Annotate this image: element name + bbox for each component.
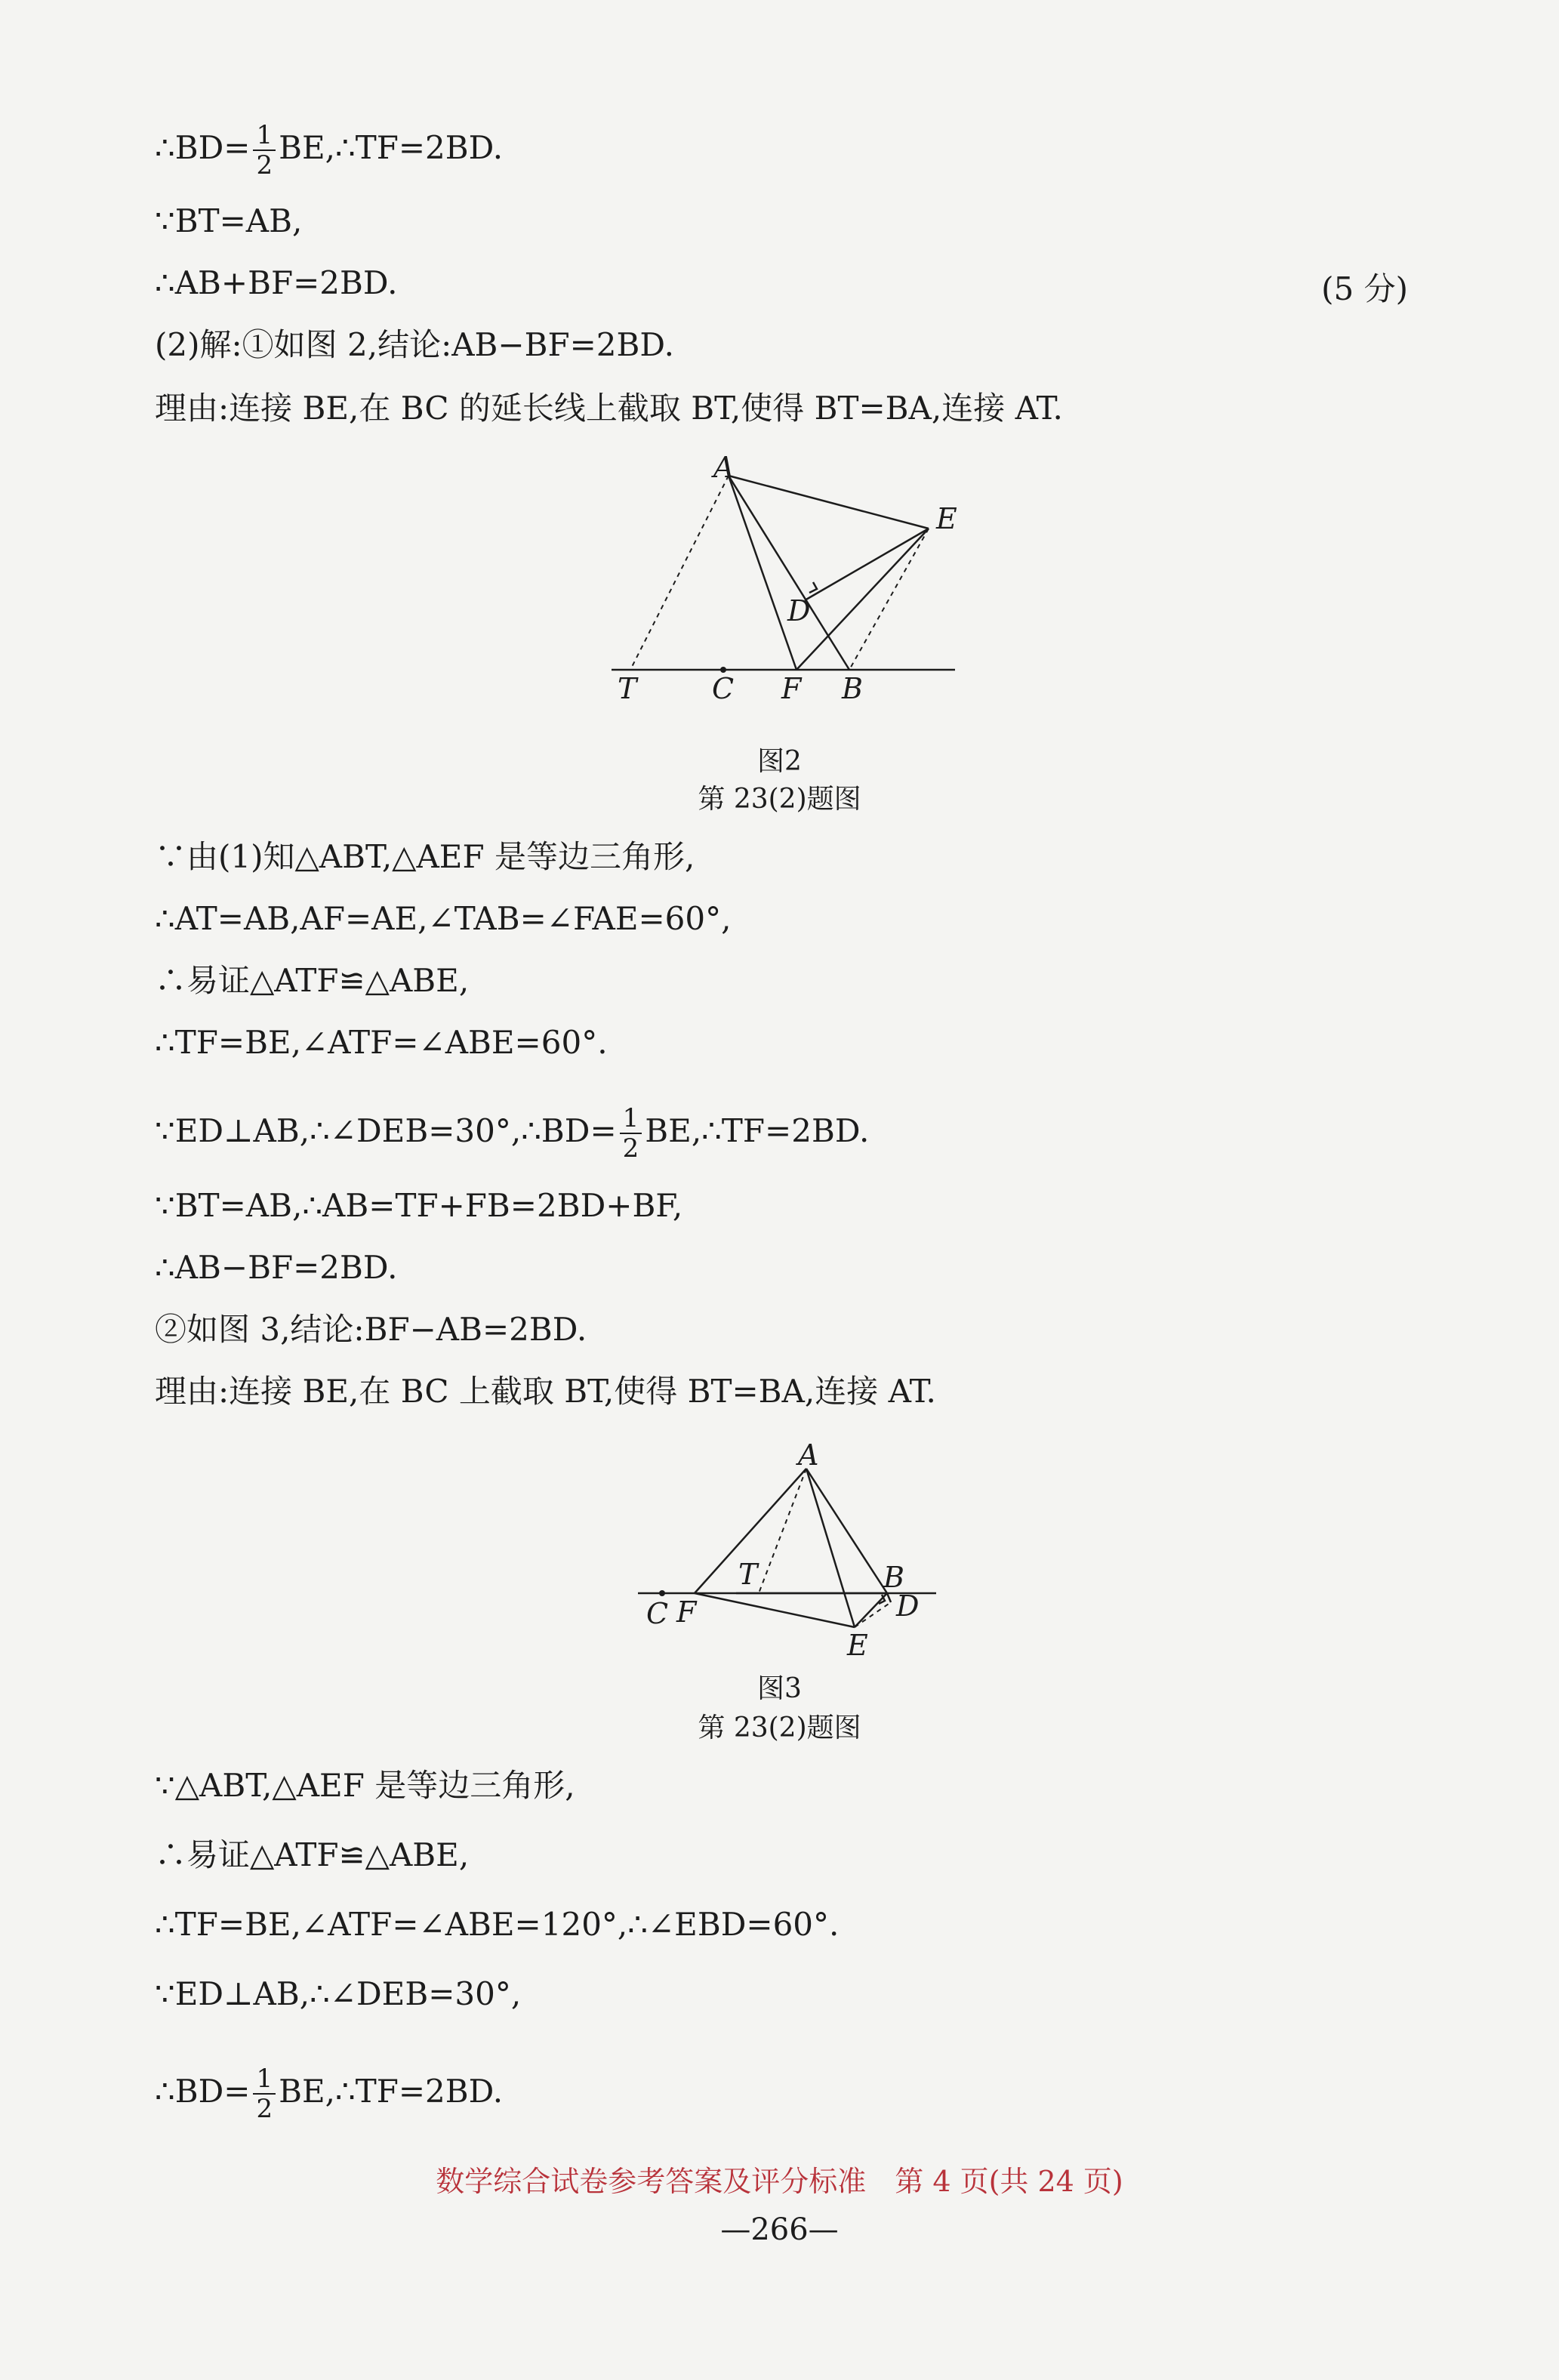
line-19: ∴BD= $\frac{1}{2}$ BE,∴TF=2BD. bbox=[155, 2064, 504, 2124]
page-number: —266— bbox=[720, 2212, 839, 2247]
score-note: (5 分) bbox=[1321, 270, 1408, 307]
line-15: ∵△ABT,△AEF 是等边三角形, bbox=[155, 1767, 575, 1804]
figure-2-caption: 第 23(2)题图 bbox=[698, 784, 861, 815]
label-a: A bbox=[798, 1438, 819, 1472]
line-7: ∴AT=AB,AF=AE,∠TAB=∠FAE=60°, bbox=[155, 900, 732, 937]
fraction: $\frac{1}{2}$ bbox=[253, 2064, 276, 2123]
line-8: ∴易证△ATF≌△ABE, bbox=[155, 962, 470, 999]
line-2: ∵BT=AB, bbox=[155, 202, 303, 239]
line-17: ∴TF=BE,∠ATF=∠ABE=120°,∴∠EBD=60°. bbox=[155, 1906, 840, 1943]
label-t: T bbox=[618, 672, 637, 705]
figure-3-name: 图3 bbox=[757, 1673, 802, 1704]
label-c: C bbox=[646, 1597, 669, 1630]
label-t: T bbox=[738, 1558, 758, 1591]
figure-3-caption: 第 23(2)题图 bbox=[698, 1713, 861, 1743]
line-1: ∴BD= $\frac{1}{2}$ BE,∴TF=2BD. bbox=[155, 120, 504, 180]
label-f: F bbox=[676, 1595, 697, 1629]
figure-2-diagram bbox=[589, 445, 981, 717]
label-b: B bbox=[842, 672, 863, 705]
figure-3-diagram bbox=[627, 1431, 944, 1665]
label-e: E bbox=[936, 502, 957, 535]
figure-2-name: 图2 bbox=[757, 746, 802, 777]
label-d: D bbox=[896, 1589, 920, 1623]
line-14: 理由:连接 BE,在 BC 上截取 BT,使得 BT=BA,连接 AT. bbox=[155, 1373, 936, 1410]
label-b: B bbox=[883, 1561, 904, 1594]
line-10: ∵ED⊥AB,∴∠DEB=30°,∴BD= $\frac{1}{2}$ BE,∴TF=2BD. bbox=[155, 1103, 870, 1164]
line-11: ∵BT=AB,∴AB=TF+FB=2BD+BF, bbox=[155, 1187, 683, 1224]
line-13: ②如图 3,结论:BF−AB=2BD. bbox=[155, 1311, 587, 1348]
line-18: ∵ED⊥AB,∴∠DEB=30°, bbox=[155, 1975, 522, 2012]
fraction: $\frac{1}{2}$ bbox=[620, 1104, 642, 1163]
label-c: C bbox=[712, 672, 735, 705]
fraction: $\frac{1}{2}$ bbox=[253, 121, 276, 180]
line-4: (2)解:①如图 2,结论:AB−BF=2BD. bbox=[155, 326, 674, 363]
line-6: ∵由(1)知△ABT,△AEF 是等边三角形, bbox=[155, 838, 695, 875]
line-9: ∴TF=BE,∠ATF=∠ABE=60°. bbox=[155, 1024, 608, 1061]
line-12: ∴AB−BF=2BD. bbox=[155, 1249, 398, 1286]
line-5: 理由:连接 BE,在 BC 的延长线上截取 BT,使得 BT=BA,连接 AT. bbox=[155, 390, 1063, 427]
label-f: F bbox=[781, 672, 802, 705]
page-footer: 数学综合试卷参考答案及评分标准 第 4 页(共 24 页) bbox=[436, 2165, 1123, 2198]
label-e: E bbox=[847, 1629, 868, 1662]
line-3: ∴AB+BF=2BD. bbox=[155, 264, 398, 301]
line-16: ∴易证△ATF≌△ABE, bbox=[155, 1836, 470, 1873]
label-a: A bbox=[713, 451, 735, 484]
label-d: D bbox=[787, 594, 811, 627]
